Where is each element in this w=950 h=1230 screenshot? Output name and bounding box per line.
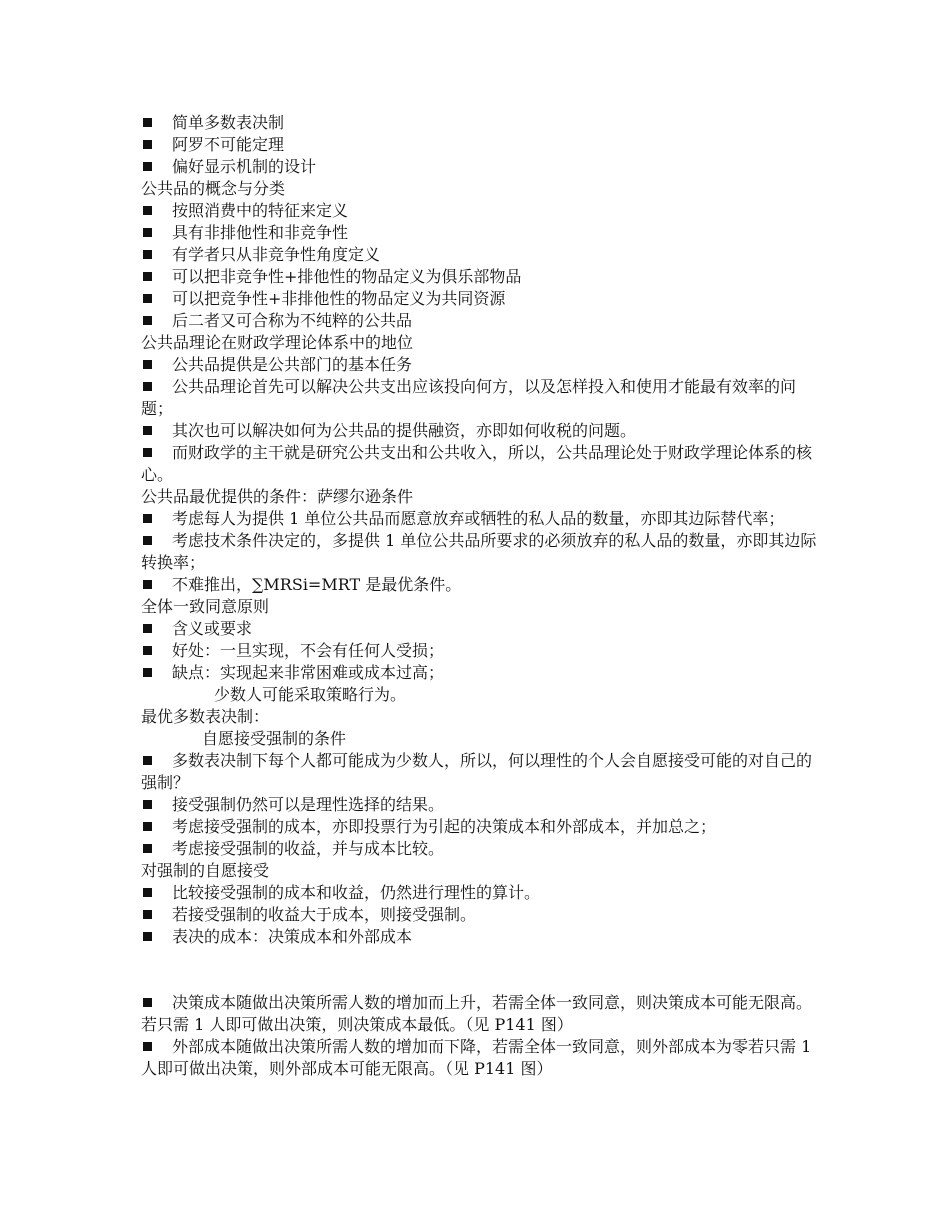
section-heading (141, 860, 821, 882)
section-heading (141, 706, 821, 728)
line-text: 最优多数表决制： (141, 707, 270, 726)
square-bullet-icon (141, 420, 172, 442)
line-text: 偏好显示机制的设计 (172, 157, 317, 176)
bullet-item (141, 750, 821, 794)
square-bullet-icon (141, 112, 172, 134)
square-bullet-icon (141, 354, 172, 376)
bullet-item (141, 508, 821, 530)
sub-heading (141, 728, 821, 750)
bullet-item (141, 288, 821, 310)
bullet-item (141, 992, 821, 1036)
line-text: 若接受强制的收益大于成本，则接受强制。 (172, 905, 477, 924)
bullet-item (141, 640, 821, 662)
bullet-item (141, 244, 821, 266)
line-text: 全体一致同意原则 (141, 597, 270, 616)
square-bullet-icon (141, 508, 172, 530)
line-text: 具有非排他性和非竞争性 (172, 223, 349, 242)
bullet-item (141, 442, 821, 486)
bullet-item (141, 1036, 821, 1080)
bullet-item (141, 310, 821, 332)
square-bullet-icon (141, 310, 172, 332)
square-bullet-icon (141, 1036, 172, 1058)
square-bullet-icon (141, 750, 172, 772)
bullet-item (141, 156, 821, 178)
bullet-item (141, 530, 821, 574)
square-bullet-icon (141, 816, 172, 838)
line-text: 考虑每人为提供 1 单位公共品而愿意放弃或牺牲的私人品的数量，亦即其边际替代率； (172, 509, 785, 528)
bullet-item (141, 266, 821, 288)
line-text: 公共品理论在财政学理论体系中的地位 (141, 333, 414, 352)
line-text: 考虑接受强制的收益，并与成本比较。 (172, 839, 445, 858)
square-bullet-icon (141, 992, 172, 1014)
bullet-item (141, 200, 821, 222)
line-text: 外部成本随做出决策所需人数的增加而下降，若需全体一致同意，则外部成本为零若只需 1 人即可做出决策，则外部成本可能无限高。（见 P141 图） (141, 1037, 812, 1078)
line-text: 可以把非竞争性+排他性的物品定义为俱乐部物品 (172, 267, 522, 286)
square-bullet-icon (141, 222, 172, 244)
line-text: 比较接受强制的成本和收益，仍然进行理性的算计。 (172, 883, 541, 902)
square-bullet-icon (141, 376, 172, 398)
bullet-item (141, 838, 821, 860)
line-text: 考虑接受强制的成本，亦即投票行为引起的决策成本和外部成本，并加总之； (172, 817, 717, 836)
bullet-item (141, 662, 821, 684)
line-text: 自愿接受强制的条件 (202, 729, 347, 748)
line-text: 有学者只从非竞争性角度定义 (172, 245, 381, 264)
line-text: 简单多数表决制 (172, 113, 285, 132)
line-text: 表决的成本：决策成本和外部成本 (172, 927, 413, 946)
bullet-item (141, 882, 821, 904)
bullet-item (141, 904, 821, 926)
line-text: 决策成本随做出决策所需人数的增加而上升，若需全体一致同意，则决策成本可能无限高。若只需 1 人即可做出决策，则决策成本最低。（见 P141 图） (141, 993, 813, 1034)
bullet-item (141, 420, 821, 442)
bullet-item (141, 134, 821, 156)
line-text: 阿罗不可能定理 (172, 135, 285, 154)
line-text: 后二者又可合称为不纯粹的公共品 (172, 311, 413, 330)
document-body (141, 112, 821, 1080)
line-text: 含义或要求 (172, 619, 253, 638)
square-bullet-icon (141, 442, 172, 464)
bullet-item (141, 926, 821, 948)
square-bullet-icon (141, 662, 172, 684)
bullet-item (141, 816, 821, 838)
bullet-item (141, 376, 821, 420)
line-text: 公共品最优提供的条件：萨缪尔逊条件 (141, 487, 414, 506)
line-text: 其次也可以解决如何为公共品的提供融资，亦即如何收税的问题。 (172, 421, 637, 440)
line-text: 公共品的概念与分类 (141, 179, 286, 198)
section-heading (141, 486, 821, 508)
line-text: 可以把竞争性+非排他性的物品定义为共同资源 (172, 289, 506, 308)
square-bullet-icon (141, 926, 172, 948)
square-bullet-icon (141, 244, 172, 266)
square-bullet-icon (141, 530, 172, 552)
square-bullet-icon (141, 882, 172, 904)
square-bullet-icon (141, 200, 172, 222)
bullet-item (141, 618, 821, 640)
indented-line (141, 684, 821, 706)
line-text: 不难推出，∑MRSi=MRT 是最优条件。 (172, 575, 462, 594)
line-text: 考虑技术条件决定的，多提供 1 单位公共品所要求的必须放弃的私人品的数量，亦即其边际转换率； (141, 531, 817, 572)
bullet-item (141, 222, 821, 244)
section-heading (141, 178, 821, 200)
section-heading (141, 596, 821, 618)
square-bullet-icon (141, 156, 172, 178)
square-bullet-icon (141, 838, 172, 860)
square-bullet-icon (141, 904, 172, 926)
square-bullet-icon (141, 574, 172, 596)
bullet-item (141, 112, 821, 134)
line-text: 按照消费中的特征来定义 (172, 201, 349, 220)
line-text: 多数表决制下每个人都可能成为少数人，所以，何以理性的个人会自愿接受可能的对自己的强制？ (141, 751, 813, 792)
line-text: 而财政学的主干就是研究公共支出和公共收入，所以，公共品理论处于财政学理论体系的核心。 (141, 443, 813, 484)
line-text: 缺点：实现起来非常困难或成本过高； (172, 663, 445, 682)
square-bullet-icon (141, 794, 172, 816)
square-bullet-icon (141, 134, 172, 156)
section-heading (141, 332, 821, 354)
line-text: 公共品理论首先可以解决公共支出应该投向何方，以及怎样投入和使用才能最有效率的问题； (141, 377, 797, 418)
line-text: 好处：一旦实现，不会有任何人受损； (172, 641, 445, 660)
line-text: 公共品提供是公共部门的基本任务 (172, 355, 413, 374)
square-bullet-icon (141, 266, 172, 288)
square-bullet-icon (141, 288, 172, 310)
bullet-item (141, 354, 821, 376)
line-text: 对强制的自愿接受 (141, 861, 270, 880)
line-text: 少数人可能采取策略行为。 (214, 685, 407, 704)
bullet-item (141, 794, 821, 816)
square-bullet-icon (141, 618, 172, 640)
square-bullet-icon (141, 640, 172, 662)
line-text: 接受强制仍然可以是理性选择的结果。 (172, 795, 445, 814)
blank-gap (141, 948, 821, 992)
bullet-item (141, 574, 821, 596)
